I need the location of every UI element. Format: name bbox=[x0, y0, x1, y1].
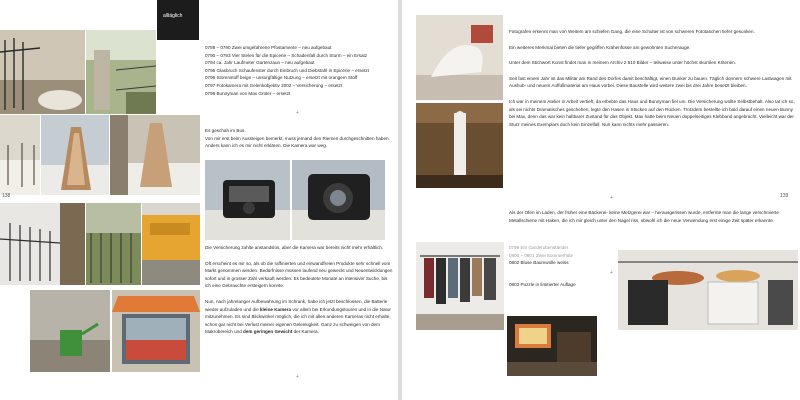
photo-yellow-vehicle bbox=[142, 203, 200, 285]
inventory-item: 0795 Glasbruch Schaufenster durch Einbruch und Diebstahl in Epicerie – ersetzt bbox=[205, 67, 369, 73]
section-tag: alltäglich bbox=[157, 0, 199, 40]
inventory-list bbox=[205, 44, 395, 97]
separator-mark: + bbox=[296, 110, 299, 116]
inventory-item: 0797 Fotokamera mit Gelenkobjektiv 2002 – Versicherung – ersetzt bbox=[205, 82, 343, 88]
right-page bbox=[402, 0, 800, 400]
paragraph: Fotografen erkennt man von Weitem am schiefen Gang, die eine Schulter ist von schweren Fototaschen tiefer gesunken. bbox=[509, 29, 755, 34]
paragraph: Unter dem Stichwort Kunst findet man in meinem Archiv 2 510 Bilder – teilweise unter höchst skurrilen Kriterien. bbox=[509, 60, 736, 66]
photo-shop-window bbox=[112, 290, 200, 372]
inventory-item: 0798 Bunnyman von Max Grüter – ersetzt bbox=[205, 90, 291, 96]
caption: Die Versicherung zahlte anstandslos, aber die Kamera war bereits nicht mehr erhältlich. bbox=[205, 245, 384, 250]
paragraph-battery: Nun, nach jahrelanger Aufbewahrung im Schrank, habe ich jetzt beschlossen, die Batterie wieder aufzuladen und die kleine Kamera vor allem bei Erkundungstouren und in die Natur mitzunehmen. Es sind Blickwinkel möglich, die ich mit allen anderen Kameras nicht erhalte, schon gar nicht bei Verlust meiner eigenen Gelenkigkeit. Ganz zu schweigen von dem Makrobereich und dem geringen Gewicht der Kamera. bbox=[205, 298, 391, 335]
paragraph: Oft erscheint es mir so, als ob die raffinierten und einwandfreien Produkte sehr schnell vom Markt genommen werden. Bedürfnisse müssen laufend neu geweckt und Neuentwicklungen sofort und in grosser Zahl verkauft werden. Es bedeutete Monate an intensiver Suche, bis ich eine Gebrauchte ersteigern konnte. bbox=[205, 260, 393, 289]
inventory-item: 0789 – 0790 Zwei umgefahrene Pfostamente – neu aufgebaut bbox=[205, 45, 332, 50]
paragraph: Ich war in meinem Atelier in Arbeit vertieft, da erbebte das Haus und Bunnyman fiel um. Die Versicherung wollte Selbstbehalt. Also tat ich so, als sei nichts Dramatisches geschehen, legte den Hasen in Stücken auf den Rücken. Trotzdem bestellte ich bald darauf einen neuen Bunny bei Max, denn das war kein haltbarer Zustand für das Objekt. Max hatte beim Neuen doppelseitiges Klebband angebracht. Vielleicht war der Sturz meines Exemplars doch kein Einzelfall. Nun kann nichts mehr passieren. bbox=[509, 98, 795, 127]
inventory-item: 0800 – 0801 Zwei Sommerhüte bbox=[509, 252, 574, 258]
photo-fence-garden bbox=[86, 203, 141, 285]
text-block-oven bbox=[509, 209, 797, 224]
inventory-item: 0802 Bluse Baumwolle weiss bbox=[509, 260, 569, 266]
photo-camera-closed bbox=[205, 160, 290, 240]
separator-mark: + bbox=[296, 374, 299, 380]
photo-snow-posts bbox=[0, 115, 40, 195]
text-block-photographers bbox=[509, 28, 797, 128]
photo-stele-snow-2 bbox=[110, 115, 200, 195]
separator-mark: + bbox=[610, 270, 613, 276]
text-block-bus bbox=[205, 127, 393, 150]
text-block-camera bbox=[205, 244, 393, 336]
photo-fence-snow bbox=[0, 30, 85, 114]
inventory-item: 0794 ca. Jahr Laufmeter Gartenzaun – neu aufgebaut bbox=[205, 60, 315, 66]
photo-clothes-rack bbox=[416, 242, 504, 330]
paragraph: Als der Ofen im Laden, der früher eine Bäckerei- keine Metzgerei war – herausgerissen wurde, entfernte man die lange verschmierte Metallschiene mit Haken, die ich mir gleich unter den Nagel riss, obwohl ich die neue Verwendung erst einige Zeit später erkannte. bbox=[509, 210, 779, 223]
inventory-item: 0799 Ein Garderobenständer bbox=[509, 245, 569, 250]
page-number-right: 139 bbox=[780, 193, 789, 199]
photo-hats-rack bbox=[618, 250, 798, 330]
page-number-left: 138 bbox=[2, 193, 11, 199]
photo-puzzle-frame bbox=[507, 316, 597, 376]
paragraph: Es geschah im Bus. bbox=[205, 128, 246, 133]
photo-fence-snow-2 bbox=[0, 203, 85, 285]
photo-stele-snow-1 bbox=[41, 115, 109, 195]
inventory-item: 0796 Storenstoff beige – unsorgfältige Nutzung – ersetzt mit orangem Stoff bbox=[205, 75, 358, 81]
separator-mark: + bbox=[610, 195, 613, 201]
photo-green-watering-can bbox=[30, 290, 110, 372]
inventory-item: 0790 – 0793 Vier Stelen für die Epicerie – Schadenfall durch Sturm – ein Ersatz bbox=[205, 52, 368, 58]
photo-bunnyman bbox=[416, 103, 503, 188]
left-page bbox=[0, 0, 398, 400]
paragraph: Ein weiteres Merkmal bieten die tiefer gegriffen Krähenfüsse am gewohnten Sucherauge. bbox=[509, 44, 691, 50]
paragraph: Seit fast einem Jahr ist das Militär am Rand des Dorfes damit beschäftigt, einen Bunker zu bauen. Täglich donnern schwere Lastwagen mit Aushub- und neuem Auffüllmaterial am Haus vorbei. Diese Baustelle wird weitere zwei bis drei Jahre besetzt bleiben. bbox=[509, 75, 792, 89]
photo-garden-gate bbox=[86, 30, 156, 114]
photo-camera-open bbox=[292, 160, 385, 240]
paragraph: Von mir erst beim Aussteigen bemerkt, muss jemand den Riemen durchgeschnitten haben. Anders kann ich es mir nicht erklären. Die Kamera war weg. bbox=[205, 135, 390, 149]
photo-art-sculpture bbox=[416, 15, 503, 100]
inventory-item: 0803 Puzzle in limitierter Auflage bbox=[509, 281, 576, 287]
inventory-list-right bbox=[509, 244, 609, 288]
